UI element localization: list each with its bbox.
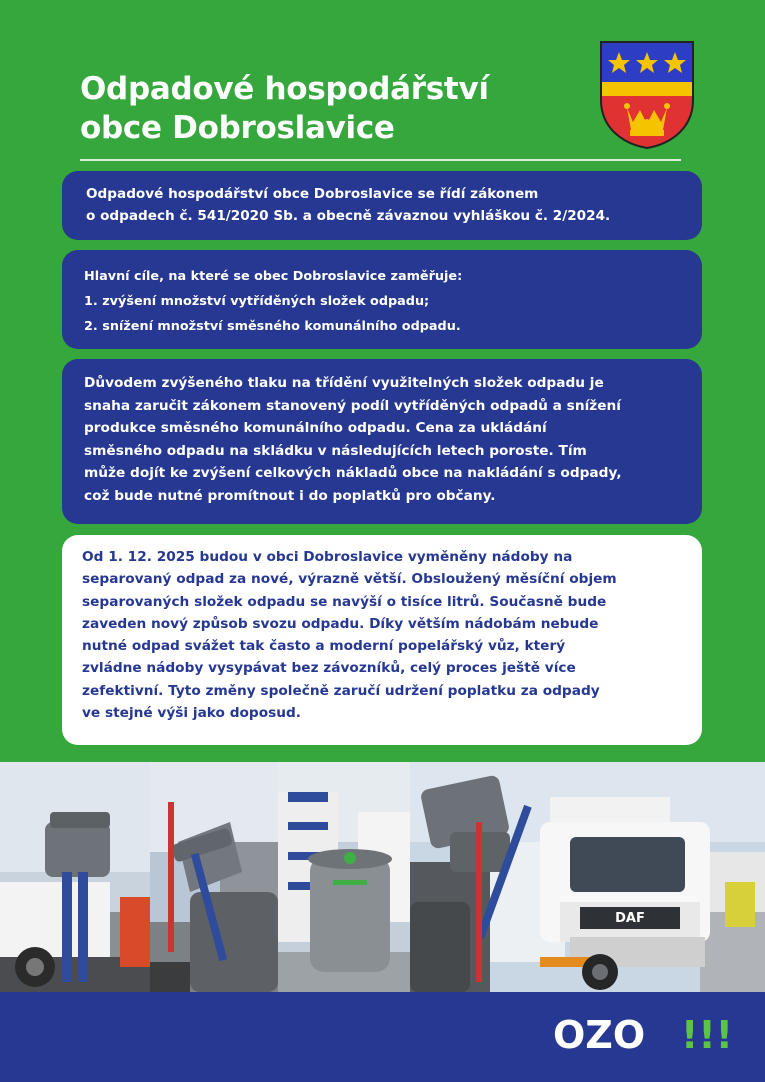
announcement-line: Od 1. 12. 2025 budou v obci Dobroslavice vyměněny nádoby na bbox=[82, 549, 573, 565]
truck-brand-label: DAF bbox=[615, 911, 645, 926]
goals-line: 1. zvýšení množství vytříděných složek odpadu; bbox=[84, 294, 430, 309]
page-title-line-2: obce Dobroslavice bbox=[80, 110, 395, 146]
announcement-line: zvládne nádoby vysypávat bez závozníků, celý proces ještě více bbox=[82, 660, 576, 677]
footer-bar bbox=[0, 992, 765, 1082]
announcement-line: zaveden nový způsob svozu odpadu. Díky větším nádobám nebude bbox=[82, 615, 599, 632]
logo-exclamation-marks: !!! bbox=[681, 1014, 733, 1054]
photo-daf-truck bbox=[410, 762, 765, 992]
reason-line: Důvodem zvýšeného tlaku na třídění využitelných složek odpadu je bbox=[84, 375, 604, 391]
goals-box bbox=[62, 250, 702, 349]
reason-line: může dojít ke zvýšení celkových nákladů obce na nakládání s odpady, bbox=[84, 465, 622, 481]
ozo-logo bbox=[553, 1014, 733, 1054]
page-title bbox=[80, 70, 489, 148]
logo-text: OZO bbox=[553, 1014, 646, 1054]
photo-bin-tipping bbox=[150, 762, 278, 992]
announcement-line: nutné odpad svážet tak často a moderní popelářský vůz, který bbox=[82, 638, 566, 655]
reason-line: produkce směsného komunálního odpadu. Cena za ukládání bbox=[84, 420, 547, 436]
photo-new-container bbox=[278, 762, 410, 992]
intro-line: Odpadové hospodářství obce Dobroslavice se řídí zákonem bbox=[86, 186, 539, 202]
coat-of-arms-icon bbox=[597, 38, 697, 150]
photo-truck-lifting-bin bbox=[0, 762, 150, 992]
reason-line: snaha zaručit zákonem stanovený podíl vytříděných odpadů a snížení bbox=[84, 397, 621, 414]
announcement-line: ve stejné výši jako doposud. bbox=[82, 705, 301, 722]
goals-line: Hlavní cíle, na které se obec Dobroslavice zaměřuje: bbox=[84, 269, 463, 284]
reason-line: směsného odpadu na skládku v následujících letech poroste. Tím bbox=[84, 442, 587, 459]
photo-strip bbox=[0, 762, 765, 992]
announcement-box bbox=[62, 535, 702, 745]
intro-box bbox=[62, 171, 702, 240]
reason-line: což bude nutné promítnout i do poplatků pro občany. bbox=[84, 487, 496, 504]
announcement-line: zefektivní. Tyto změny společně zaručí udržení poplatku za odpady bbox=[82, 682, 600, 699]
heading-divider bbox=[80, 159, 681, 161]
announcement-line: separovaných složek odpadu se navýší o tisíce litrů. Současně bude bbox=[82, 593, 607, 610]
reason-box bbox=[62, 359, 702, 524]
goals-line: 2. snížení množství směsného komunálního odpadu. bbox=[84, 319, 461, 334]
page-title-line-1: Odpadové hospodářství bbox=[80, 71, 489, 107]
intro-line: o odpadech č. 541/2020 Sb. a obecně závaznou vyhláškou č. 2/2024. bbox=[86, 208, 611, 224]
announcement-line: separovaný odpad za nové, výrazně větší. Obsloužený měsíční objem bbox=[82, 571, 617, 588]
